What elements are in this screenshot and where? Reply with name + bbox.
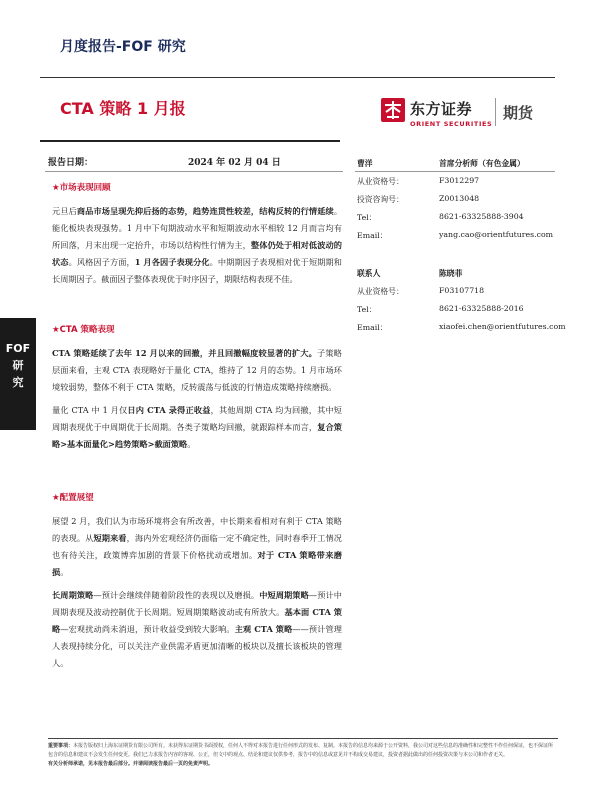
brand-division: 期货 bbox=[503, 104, 534, 122]
analyst-field-value: F3012297 bbox=[439, 176, 480, 185]
analyst-email-link[interactable]: yang.cao@orientfutures.com bbox=[439, 230, 554, 239]
body-text: 子策略层面来看，主观 CTA 表现略好于量化 CTA，维持了 12 月的态势。1 月市场环境较弱势，整体不利于 CTA 策略，反转震荡与低波的行情造成策略持续磨损。 bbox=[52, 348, 342, 392]
analyst-email-link[interactable]: xiaofei.chen@orientfutures.com bbox=[439, 322, 566, 331]
body-text: 。 bbox=[60, 567, 69, 577]
disclaimer-tail: 有关分析师承诺，见本报告最后部分。并请阅读报告最后一页的免责声明。 bbox=[48, 761, 214, 767]
section-cta bbox=[52, 322, 342, 453]
body-text: ，其他周期 CTA 均为回撤，其中短周期表现优于中周期优于长周期。各类子策略均回撤，就跟踪样本而言， bbox=[52, 405, 342, 432]
emphasis-text: 主观 CTA 策略 bbox=[234, 624, 293, 634]
section-heading-cta: ★CTA 策略表现 bbox=[52, 325, 115, 335]
sidebar-line-2: 研 bbox=[12, 359, 24, 372]
body-text: 展望 2 月，我们认为市场环境将会有所改善，中长期来看相对有利于 CTA 策略的表现。从 bbox=[52, 516, 342, 543]
footer-divider bbox=[48, 738, 558, 739]
orient-logo-icon bbox=[380, 97, 406, 123]
analyst-field-label: Tel： bbox=[357, 213, 377, 222]
date-divider bbox=[45, 171, 343, 172]
report-date-label: 报告日期： bbox=[48, 158, 94, 168]
analyst-name: 曹洋 bbox=[357, 159, 373, 168]
body-text: ，海内外宏观经济仍面临一定不确定性，同时春季开工情况也有待关注，政策博弈加剧的背景下价格扰动或增加。 bbox=[52, 533, 342, 560]
section-market bbox=[52, 180, 342, 288]
disclaimer bbox=[48, 742, 558, 769]
analyst-field-value: F03107718 bbox=[439, 286, 485, 295]
header-divider bbox=[40, 77, 555, 78]
title-divider bbox=[40, 140, 340, 142]
body-text: —预计会继续伴随着阶段性的表现以及磨损。 bbox=[93, 590, 260, 600]
body-text: 元旦后 bbox=[52, 206, 77, 216]
report-title: CTA 策略 1 月报 bbox=[60, 99, 186, 118]
analyst-field-value: 8621-63325888-3904 bbox=[439, 212, 524, 221]
emphasis-text: CTA 策略延续了去年 12 月以来的回撤，并且回撤幅度较显著的扩大。 bbox=[52, 348, 318, 358]
body-text: 。 bbox=[187, 439, 196, 449]
report-date-value: 2024 年 02 月 04 日 bbox=[188, 158, 281, 168]
emphasis-text: 1 月各因子表现分化 bbox=[134, 257, 210, 267]
brand-name-en: ORIENT SECURITIES bbox=[410, 120, 493, 128]
emphasis-text: 日内 CTA 录得正收益 bbox=[127, 405, 211, 415]
outlook-paragraph-2 bbox=[52, 587, 342, 672]
analyst-field-value: Z0013048 bbox=[439, 194, 480, 203]
disclaimer-label: 重要事项： bbox=[48, 743, 74, 749]
contact-label: 联系人 bbox=[357, 269, 381, 278]
cta-paragraph-1 bbox=[52, 345, 342, 396]
disclaimer-text: 本报告版权归上海东证期货有限公司所有。未获得东证期货书面授权，任何人不得对本报告进行任何形式的发布、复制。本报告的信息均来源于公开资料，我公司对这些信息的准确性和完整性不作任何保证，也不保证所包含的信息和建议不会发生任何变更。我们已力求报告内容的客观、公正，但文中的观点、结论和建议仅供参考，报告中的信息或意见并不构成交易建议，投资者据此做出的任何投资决策与本公司和作者无关。 bbox=[48, 743, 554, 758]
body-text: —预计中周期表现及波动控制优于长周期。短周期策略波动或有所放大。 bbox=[52, 590, 342, 617]
analyst-card-1 bbox=[357, 158, 557, 248]
analyst-field-label: Email： bbox=[357, 231, 388, 240]
brand-name-cn: 东方证券 bbox=[410, 100, 473, 118]
market-paragraph bbox=[52, 203, 342, 288]
outlook-paragraph-1 bbox=[52, 513, 342, 581]
contact-name: 陈晓菲 bbox=[439, 269, 463, 278]
body-text: ——预计管理人表现持续分化，可以关注产业供需矛盾更加清晰的板块以及擅长该板块的管理人。 bbox=[52, 624, 342, 668]
emphasis-text: 复合策略>基本面量化>趋势策略>截面策略 bbox=[52, 422, 342, 449]
analyst-card-2 bbox=[357, 268, 566, 340]
body-text: —宏观扰动尚未消退，预计收益受到较大影响。 bbox=[60, 624, 235, 634]
emphasis-text: 对于 CTA 策略带来磨损 bbox=[52, 550, 342, 577]
analyst-role: 首席分析师（有色金属） bbox=[439, 159, 525, 168]
body-text: 量化 CTA 中 1 月仅 bbox=[52, 405, 128, 415]
analyst-field-label: 投资咨询号： bbox=[357, 195, 404, 204]
sidebar-line-3: 究 bbox=[12, 376, 24, 389]
analyst-field-label: 从业资格号： bbox=[357, 177, 404, 186]
analyst-field-label: 从业资格号： bbox=[357, 287, 404, 296]
emphasis-text: 短期来看 bbox=[93, 533, 127, 543]
section-outlook bbox=[52, 490, 342, 672]
emphasis-text: 整体仍处于相对低波动的状态 bbox=[52, 240, 342, 267]
analyst-field-value: 8621-63325888-2016 bbox=[439, 304, 524, 313]
emphasis-text: 商品市场呈现先抑后扬的态势，趋势连贯性较差，结构反转的行情延续 bbox=[76, 206, 334, 216]
analyst-field-label: Tel： bbox=[357, 305, 377, 314]
body-text: 。风格因子方面， bbox=[68, 257, 135, 267]
body-text: 。能化板块表现强势。1 月中下旬期波动水平和短期波动水平相较 12 月而言均有所回落，月末出现一定抬升，市场以结构性行情为主， bbox=[52, 206, 342, 250]
sidebar-line-1: FOF bbox=[5, 342, 31, 355]
body-text: 。中期期因子表现相对优于短期期和长周期因子。截面因子整体表现优于时序因子，期限结构表现不佳。 bbox=[52, 257, 342, 284]
emphasis-text: 长周期策略 bbox=[52, 590, 94, 600]
emphasis-text: 中短周期策略 bbox=[259, 590, 309, 600]
sidebar-tag bbox=[0, 318, 36, 430]
section-heading-outlook: ★配置展望 bbox=[52, 493, 94, 503]
header-title: 月度报告-FOF 研究 bbox=[60, 39, 186, 55]
emphasis-text: 基本面 CTA 策略 bbox=[52, 607, 342, 634]
cta-paragraph-2 bbox=[52, 402, 342, 453]
analyst-field-label: Email： bbox=[357, 323, 388, 332]
logo-divider bbox=[495, 98, 496, 126]
section-heading-market: ★市场表现回顾 bbox=[52, 183, 111, 193]
